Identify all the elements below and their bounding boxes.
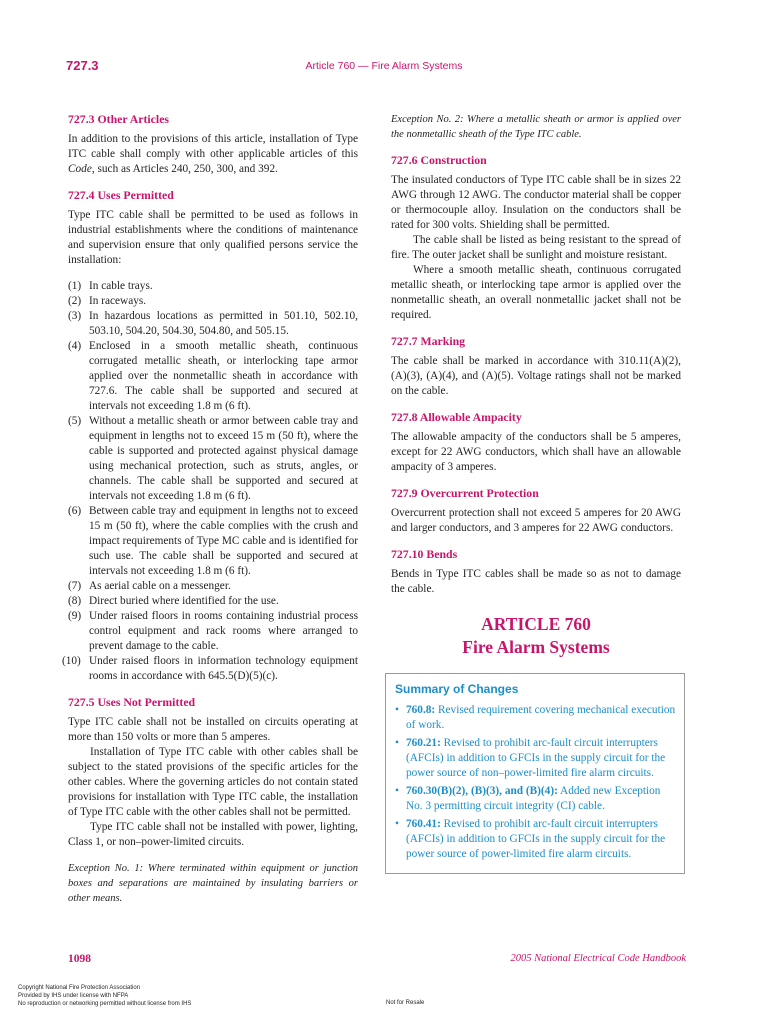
list-item: (4) Enclosed in a smooth metallic sheath, continuous corrugated metallic sheath, or interlocking tape armor applied over the nonmetallic sheath in accordance with 727.6. The cable shall be supported and secured at intervals not exceeding 1.8 m (6 ft).: [68, 340, 358, 412]
summary-item: • 760.21: Revised to prohibit arc-fault circuit interrupters (AFCIs) in addition to GFCIs in the supply circuit for the power source of non–power-limited fire alarm circuits.: [395, 737, 666, 779]
section-727-6-paragraph-2: The cable shall be listed as being resistant to the spread of fire. The outer jacket shall be sunlight and moisture resistant.: [391, 234, 681, 261]
list-item: (8) Direct buried where identified for the use.: [68, 595, 279, 607]
section-727-10-text: Bends in Type ITC cables shall be made so as not to damage the cable.: [391, 568, 681, 595]
section-727-8-title: 727.8 Allowable Ampacity: [391, 410, 522, 424]
section-727-5-paragraph-2: Installation of Type ITC cable with other cables shall be subject to the stated provisions of the specific articles for the other cables. Where the governing articles do not contain stated provisions for installation with Type ITC cable, the installation of Type ITC cable with the other cables shall not be permitted.: [68, 746, 358, 818]
section-727-9-title: 727.9 Overcurrent Protection: [391, 486, 539, 500]
page-number: 1098: [68, 953, 91, 965]
section-727-3-title: 727.3 Other Articles: [68, 112, 170, 126]
list-item: (6) Between cable tray and equipment in lengths not to exceed 15 m (50 ft), where the cable complies with the crush and impact requirements of Type MC cable and is identified for such use. The cable shall be supported and secured at intervals not exceeding 1.8 m (6 ft).: [68, 505, 358, 577]
resale-notice: Not for Resale: [386, 1000, 425, 1006]
section-727-8-text: The allowable ampacity of the conductors shall be 5 amperes, except for 22 AWG conductors, which shall have an allowable ampacity of 3 amperes.: [391, 431, 681, 473]
list-item: (1) In cable trays.: [68, 280, 153, 292]
section-727-4-title: 727.4 Uses Permitted: [68, 188, 174, 202]
section-727-3-text: In addition to the provisions of this article, installation of Type ITC cable shall comply with other applicable articles of this Code, such as Articles 240, 250, 300, and 392.: [68, 133, 358, 175]
running-head-section: 727.3: [66, 58, 99, 73]
bullet-icon: •: [395, 785, 399, 797]
uses-permitted-list: [62, 279, 358, 684]
section-727-5-paragraph-1: Type ITC cable shall not be installed on circuits operating at more than 150 volts or more than 5 amperes.: [68, 716, 358, 743]
article-number: ARTICLE 760: [481, 614, 591, 634]
section-727-4-text: Type ITC cable shall be permitted to be used as follows in industrial establishments where the conditions of maintenance and supervision ensure that only qualified persons service the installation:: [68, 209, 358, 266]
section-727-6-paragraph-3: Where a smooth metallic sheath, continuous corrugated metallic sheath, or interlocking tape armor is applied over the nonmetallic sheath, an overall nonmetallic jacket shall not be required.: [391, 264, 681, 321]
article-760-heading: [391, 613, 681, 659]
copyright-notice: Copyright National Fire Protection Association Provided by IHS under license with NFPA No reproduction or networking permitted without license from IHS: [18, 985, 192, 1007]
exception-1: Exception No. 1: Where terminated within equipment or junction boxes and separations are maintained by insulating barriers or other means.: [68, 863, 358, 904]
list-item: (7) As aerial cable on a messenger.: [68, 580, 231, 592]
list-item: (5) Without a metallic sheath or armor between cable tray and equipment in lengths not to exceed 15 m (50 ft), where the cable is supported and protected against physical damage using mechanical protection, such as struts, angles, or channels. The cable shall be supported and secured at intervals not exceeding 1.8 m (6 ft).: [68, 415, 358, 502]
summary-title: Summary of Changes: [395, 682, 519, 696]
book-title: 2005 National Electrical Code Handbook: [510, 953, 686, 964]
section-727-5-title: 727.5 Uses Not Permitted: [68, 695, 196, 709]
summary-item: • 760.8: Revised requirement covering mechanical execution of work.: [395, 704, 676, 731]
summary-item: • 760.41: Revised to prohibit arc-fault circuit interrupters (AFCIs) in addition to GFCIs in the supply circuit for the power source of power-limited fire alarm circuits.: [395, 818, 666, 860]
summary-item: • 760.30(B)(2), (B)(3), and (B)(4): Added new Exception No. 3 permitting circuit integrity (CI) cable.: [395, 785, 661, 812]
summary-list: [395, 703, 676, 862]
left-column: [62, 112, 358, 917]
bullet-icon: •: [395, 737, 399, 749]
list-item: (9) Under raised floors in rooms containing industrial process control equipment and rack rooms where arranged to prevent damage to the cable.: [68, 610, 358, 652]
section-727-7-text: The cable shall be marked in accordance with 310.11(A)(2), (A)(3), (A)(4), and (A)(5). Voltage ratings shall not be marked on the cable.: [391, 355, 681, 397]
section-727-5-paragraph-3: Type ITC cable shall not be installed with power, lighting, Class 1, or non–power-limited circuits.: [68, 821, 358, 848]
summary-of-changes-box: [385, 673, 685, 874]
bullet-icon: •: [395, 704, 399, 716]
article-name: Fire Alarm Systems: [462, 637, 610, 657]
list-item: (2) In raceways.: [68, 295, 147, 307]
section-727-9-text: Overcurrent protection shall not exceed 5 amperes for 20 AWG and larger conductors, and 3 amperes for 22 AWG conductors.: [391, 507, 681, 534]
section-727-6-title: 727.6 Construction: [391, 153, 487, 167]
bullet-icon: •: [395, 818, 399, 830]
exception-2: Exception No. 2: Where a metallic sheath or armor is applied over the nonmetallic sheath of the Type ITC cable.: [391, 114, 681, 140]
running-head-article: Article 760 — Fire Alarm Systems: [305, 60, 463, 72]
list-item: (3) In hazardous locations as permitted in 501.10, 502.10, 503.10, 504.20, 504.30, 504.80, and 505.15.: [68, 310, 358, 337]
right-column: [391, 112, 681, 874]
section-727-7-title: 727.7 Marking: [391, 334, 466, 348]
section-727-6-paragraph-1: The insulated conductors of Type ITC cable shall be in sizes 22 AWG through 12 AWG. The conductor material shall be copper or thermocouple alloy. Insulation on the conductors shall be rated for 300 volts. Shielding shall be permitted.: [391, 174, 681, 231]
list-item: (10) Under raised floors in information technology equipment rooms in accordance with 645.5(D)(5)(c).: [62, 655, 358, 682]
section-727-10-title: 727.10 Bends: [391, 547, 458, 561]
